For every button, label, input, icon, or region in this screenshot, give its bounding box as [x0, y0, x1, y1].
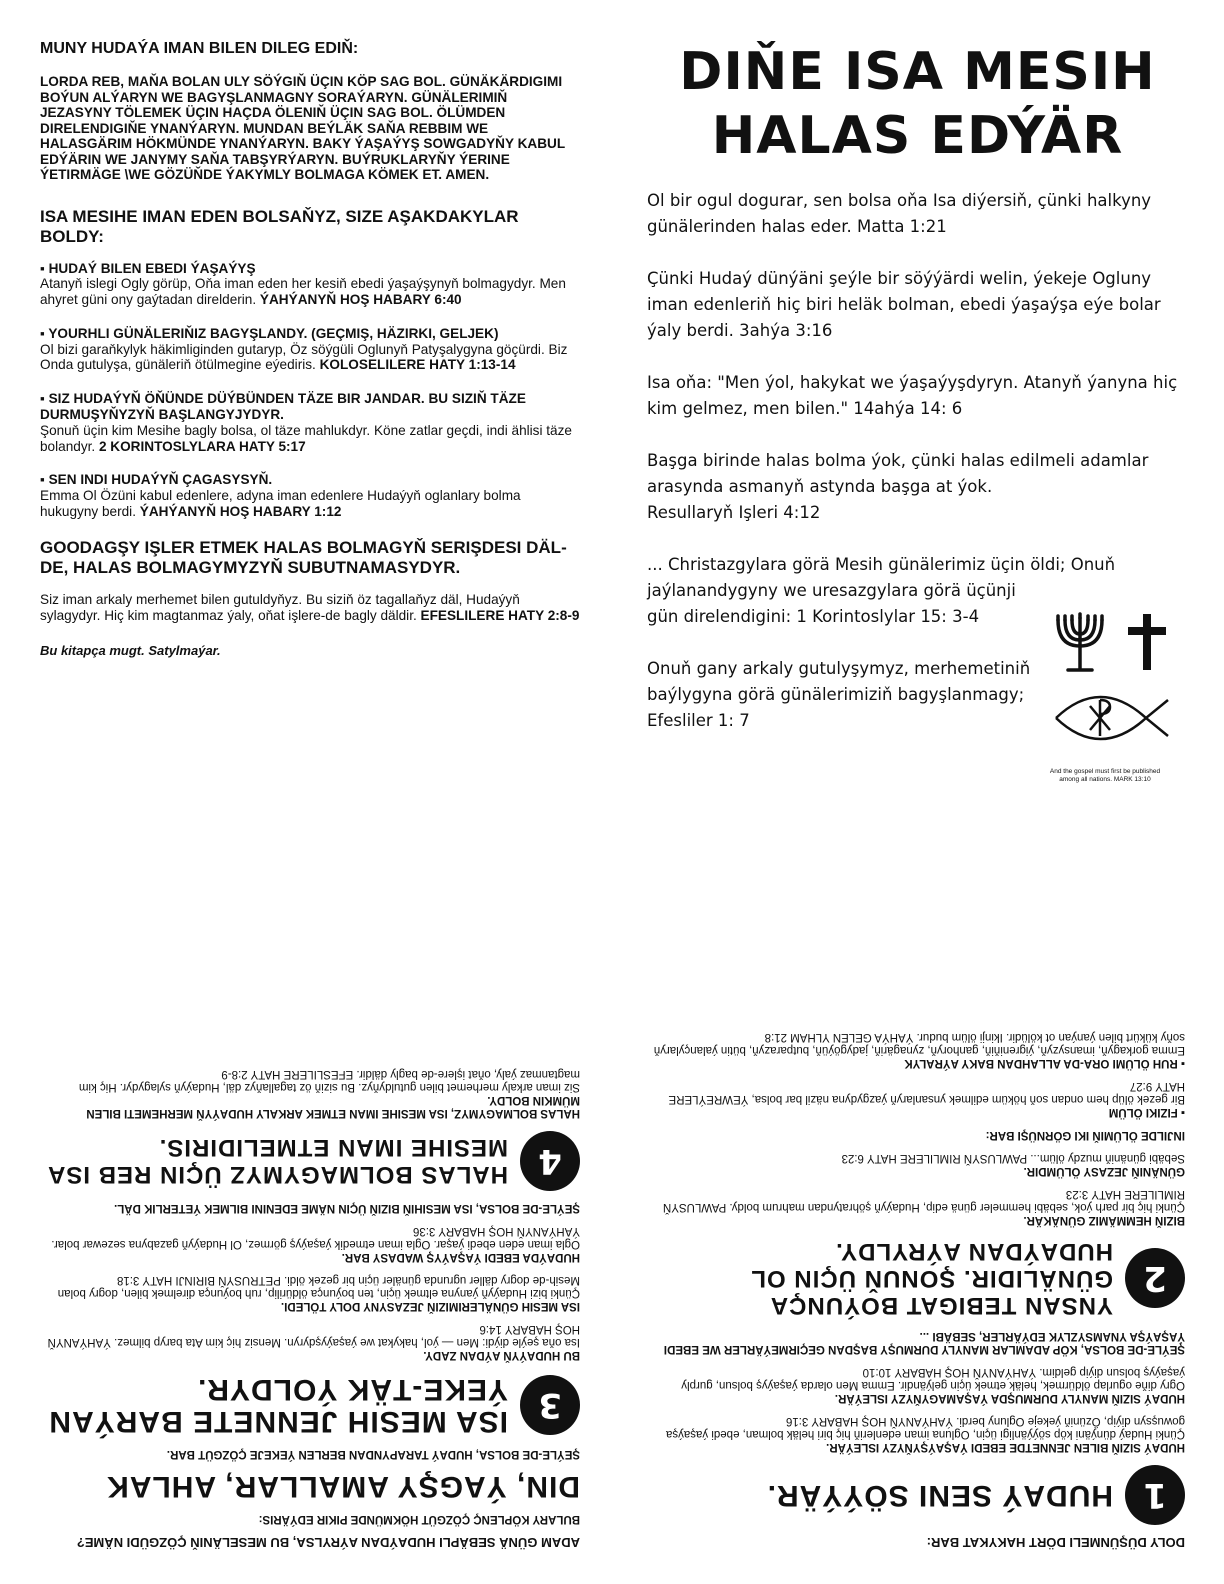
title-line: HALAS EDÝÄR [711, 106, 1124, 166]
truth-title: HUDAÝ SENI SÖÝÝÄR. [766, 1479, 1113, 1512]
title-line: DIŇE ISA MESIH [679, 42, 1156, 102]
benefit-item [40, 326, 580, 373]
prayer-heading: MUNY HUDAÝA IMAN BILEN DILEG EDIŇ: [40, 40, 359, 57]
number-badge: 2 [1125, 1249, 1185, 1309]
verse: ... Christazgylara görä Mesih günälerimiz üçin öldi; Onuň jaýlanandygyny we uresazgylara görä üçünji gün direlendigini: 1 Korintoslylar 15: 3-4 [647, 555, 1116, 626]
verse: Onuň gany arkaly gutulyşymyz, merhemetiniň baýlygyna görä günälerimiziň bagyşlanmagy; Efesliler 1: 7 [647, 659, 1031, 730]
benefits-heading: ISA MESIHE IMAN EDEN BOLSAŇYZ, SIZE AŞAKDAKYLAR BOLDY: [40, 206, 519, 246]
truth-text [645, 1151, 1185, 1177]
benefit-heading: ▪ SIZ HUDAÝYŇ ÖŇÜNDE DÜÝBÜNDEN TÄZE BIR JANDAR. BU SIZIŇ TÄZE DURMUŞYŇYZYŇ BAŞLANGYJYDYR. [40, 391, 526, 423]
works-text [40, 592, 580, 624]
truth-body: Sebäbi günäniň muzdy ölüm... PAWLUSYŇ RIMLILERE HATY 6:23 [841, 1152, 1185, 1164]
benefit-item [40, 472, 580, 519]
truth-3-heading [40, 1373, 580, 1437]
title-panel [645, 40, 1190, 800]
truths-intro: DOLY DÜŞÜNMELI DÖRT HAKYKAT BAR: [926, 1535, 1185, 1550]
benefit-ref: ÝAHÝANYŇ HOŞ HABARY 1:12 [139, 504, 342, 520]
verse: Isa oňa: "Men ýol, hakykat we ýaşaýyşdyryn. Atanyň ýanyna hiç kim gelmez, men bilen." 14ahýa 14: 6 [647, 373, 1178, 418]
solution-question: ADAM GÜNÄ SEBÄPLI HUDAÝDAN AÝRYLSA, BU MESELÄNIŇ ÇÖZGÜDI NÄME? [76, 1535, 580, 1550]
truth-1-heading [645, 1465, 1185, 1525]
truth-text [645, 1365, 1185, 1404]
truth-title: YNSAN TEBIGAT BOÝUNÇA GÜNÄLIDIR. ŞONUŇ ÜÇIN OL HUDAÝDAN AÝRYLDY. [750, 1238, 1113, 1319]
truth-subhead: ŞEÝLE-DE BOLSA, ISA MESIHIŇ BIZIŇ ÜÇIN NÄME EDENINI BILMEK ÝETERLIK DÄL. [114, 1202, 580, 1214]
truth-body: Çünki hiç bir parh ýok, sebäbi hemmeler günä edip, Hudaýyň şöhratyndan mahrum boldy. PAWLUSYŇ RIMLILERE HATY 3:23 [662, 1188, 1185, 1213]
truths-panel-1-2 [645, 845, 1185, 1550]
truth-title: ISA MESIH JENNETE BARÝAN ÝEKE-TÄK ÝOLDYR. [48, 1373, 508, 1438]
truth-body: Bir gezek ölüp hem ondan soň höküm edilmek ynsanlaryň ýazgydyna näzil bar bolsa, ÝEWREÝLERE HATY 9:27 [668, 1080, 1185, 1105]
prayer-panel [40, 40, 580, 800]
truth-4-heading [40, 1131, 580, 1191]
truth-text [645, 1128, 1185, 1141]
truth-body: Çünki bizi Hudaýyň ýanyna eltmek üçin, ten boýunça öldürilip, ruh boýunça direlmek bilen, dogry bolan Mesih-de dogry däller ugrunda günäler üçin bir gezek öldi. PETRUSYŇ BIRINJI HATY 3:18 [57, 1274, 580, 1299]
truth-subhead: HUDAÝ SIZIŇ MANYLY DURMUŞDA ÝAŞAMAGYŇYZY ISLEÝÄR. [834, 1392, 1185, 1404]
number-badge: 3 [520, 1375, 580, 1435]
truth-subhead: INJILDE ÖLÜMIŇ IKI GÖRNÜŞI BAR: [985, 1129, 1185, 1141]
truth-body: Çünki Hudaý dünýäni köp söýýänligi üçin, Ogluna iman edenleriň hiç biri heläk bolman, ebedi ýaşaýşa gowuşsyn diýip, Özüniň ýekeje Ogluny berdi. ÝAHÝANYŇ HOŞ HABARY 3:16 [665, 1415, 1185, 1440]
benefit-item [40, 391, 580, 454]
verse: Çünki Hudaý dünýäni şeýle bir söýýärdi welin, ýekeje Ogluny iman edenleriň hiç biri heläk bolman, ebedi ýaşaýşa eýe bolar ýaly berdi. 3ahýa 3:16 [647, 269, 1161, 340]
lead-in [40, 1512, 580, 1525]
benefit-item [40, 261, 580, 308]
truth-subhead: GÜNÄNIŇ JEZASY ÖLÜMDIR. [1023, 1165, 1185, 1177]
truth-text [645, 1030, 1185, 1069]
myths-title: DIN, ÝAGŞY AMALLAR, AHLAK [106, 1470, 580, 1503]
truth-title: HALAS BOLMAGYMYZ ÜÇIN REB ISA MESIHE IMAN ETMELIDIRIS. [47, 1134, 508, 1188]
benefit-text: Ol bizi garaňkylyk häkimliginden gutaryp, Öz söýgüli Oglunyň Patyşalygyna göçürdi. Biz Onda gutulyşa, günäleriň ötülmegine eýediris. [40, 341, 568, 373]
truth-body: Isa oňa şeýle diýdi: Men — ýol, hakykat we ýaşaýyşdyryn. Mensiz hiç kim Ata baryp bilmez. ÝAHÝANYŇ HOŞ HABARY 14:6 [47, 1323, 580, 1348]
truth-text [40, 1067, 580, 1119]
benefit-heading: ▪ SEN INDI HUDAÝYŇ ÇAGASYSYŇ. [40, 472, 273, 488]
truth-body: Ogla iman eden ebedi ýaşar. Ogla iman etmedik ýaşaýyş görmez, Ol Hudaýyň gazabyna sezewar bolar. ÝAHÝANYŇ HOŞ HABARY 3:36 [51, 1225, 580, 1250]
verse: Ol bir ogul dogurar, sen bolsa oňa Isa diýersiň, çünki halkyny günälerinden halas eder. Matta 1:21 [647, 191, 1152, 236]
benefit-ref: 2 KORINTOSLYLARA HATY 5:17 [98, 438, 306, 454]
lead-in-text: BULARY KÖPLENÇ ÇÖZGÜT HÖKMÜNDE PIKIR EDÝÄRIS: [258, 1513, 580, 1525]
prayer-text: LORDA REB, MAŇA BOLAN ULY SÖÝGIŇ ÜÇIN KÖP SAG BOL. GÜNÄKÄRDIGIMI BOÝUN ALÝARYN WE BAGYŞLANMAGNY SORAÝARYN. GÜNÄLERIMIŇ JEZASYNY TÖLEMEK ÜÇIN HAÇDA ÖLENIŇ ÜÇIN SAG BOL. ÖLÜMDEN DIRELENDIGIŇE YNANÝARYN. MUNDAN BEÝLÄK SAŇA REBBIM WE HALASGÄRIM HÖKMÜNDE YNANÝARYN. BAKY ÝAŞAÝYŞ SOWGADYŇY KABUL EDÝÄRIN WE JANYMY SAŇA TABŞYRÝARYN. BUÝRUKLARYŇY ÝERINE ÝETIRMÄGE \WE GÖZÜŇDE ÝAKYMLY BOLMAGA KÖMEK ET. AMEN. [40, 74, 565, 182]
truth-text [40, 1322, 580, 1361]
works-heading: GOODAGŞY IŞLER ETMEK HALAS BOLMAGYŇ SERIŞDESI DÄL-DE, HALAS BOLMAGYMYZYŇ SUBUTNAMASYDYR. [40, 537, 567, 577]
truth-subhead: ŞEÝLE-DE BOLSA, KÖP ADAMLAR MANYLY DURMUŞY BAŞDAN GEÇIRMEÝÄRLER WE EBEDI ÝAŞAÝŞA YNAMSYZLYK EDÝÄRLER, SEBÄBI ... [663, 1330, 1185, 1355]
truth-body: Ogry diňe ogurlap öldürmek, heläk etmek üçin gelýändir. Emma Men olarda ýaşaýyş bolsun, gurply ýaşaýyş bolsun diýip geldim. ÝAHÝANYŇ HOŞ HABARY 10:10 [681, 1366, 1185, 1391]
page-title [645, 40, 1190, 168]
works-body: Siz iman arkaly merhemet bilen gutuldyňyz. Bu siziň öz tagallaňyz däl, Hudaýyň sylagydyr. Hiç kim magtanmaz ýaly, oňat işlere-de bagly däldir. [40, 591, 520, 623]
truth-subhead: HUDAÝDA EBEDI ÝAŞAÝYŞ WADASY BAR. [341, 1251, 580, 1263]
truth-text [645, 1187, 1185, 1226]
myths-note [40, 1447, 580, 1460]
ichthys-chi-rho-icon [1056, 697, 1168, 739]
benefit-ref: KOLOSELILERE HATY 1:13-14 [319, 357, 516, 373]
benefit-text: Şonuň üçin kim Mesihe bagly bolsa, ol täze mahlukdyr. Köne zatlar geçdi, indi ählisi täze bolandyr. [40, 422, 572, 454]
truth-subhead: BU HUDAÝYŇ AÝDAN ZADY. [423, 1349, 580, 1361]
truth-subhead: BIZIŇ HEMMÄMIZ GÜNÄKÄR. [1023, 1214, 1185, 1226]
truth-text [40, 1224, 580, 1263]
truth-text [645, 1079, 1185, 1118]
menorah-icon [1058, 614, 1102, 670]
faith-symbols [1050, 610, 1180, 780]
truth-text [645, 1414, 1185, 1453]
truth-body: Siz iman arkaly merhemet bilen gutuldyňyz. Bu siziň öz tagallaňyz däl, Hudaýyň sylagydyr. Hiç kim magtanmaz ýaly, oňat işlere-de bagly däldir. EFESLILERE HATY 2:8-9 [78, 1068, 580, 1093]
truth-subhead: HALAS BOLMAGYMYZ, ISA MESIHE IMAN ETMEK ARKALY HUDAÝYŇ MERHEMETI BILEN MÜMKIN BOLDY. [86, 1094, 580, 1119]
cross-icon [1128, 614, 1166, 670]
benefit-text: Emma Ol Özüni kabul edenlere, adyna iman edenlere Hudaýyň oglanlary bolma hukugyny berdi. [40, 488, 521, 520]
truth-2-heading [645, 1238, 1185, 1319]
benefit-text: Atanyň islegi Ogly görüp, Oňa iman eden her kesiň ebedi ýaşaýşynyň bolmagydyr. Men ahyret güni ony gaýtadan direlderin. [40, 276, 566, 308]
works-ref: EFESLILERE HATY 2:8-9 [420, 607, 580, 623]
truth-subhead: ▪ FIZIKI ÖLÜM [1108, 1106, 1185, 1118]
truth-body: Emma gorkagyň, imansyzyň, ýigreniňiň, ganhoryň, zynagäriň, jadygöýüň, butparazyň, bütin ýalançylaryň soňy kükürt bilen ýanýan ot kölüdir. Ikinji ölüm budur. ÝAHÝA GELEN YLHAM 21:8 [653, 1031, 1185, 1056]
benefit-heading: ▪ YOURHLI GÜNÄLERIŇIZ BAGYŞLANDY. (GEÇMIŞ, HÄZIRKI, GELJEK) [40, 325, 499, 341]
truth-text [40, 1273, 580, 1312]
number-badge: 1 [1125, 1465, 1185, 1525]
truths-panel-3-4 [40, 845, 580, 1550]
truth-text [645, 1329, 1185, 1355]
free-note: Bu kitapça mugt. Satylmaýar. [40, 643, 221, 659]
verse: Başga birinde halas bolma ýok, çünki halas edilmeli adamlar arasynda asmanyň astynda başga at ýok. Resullaryň Işleri 4:12 [647, 451, 1149, 522]
truth-subhead: ▪ RUH ÖLÜMI ORA-DA ALLAHDAN BAKY AÝRALYK [904, 1057, 1185, 1069]
truth-subhead: HUDAÝ SIZIŇ BILEN JENNETDE EBEDI ÝAŞAÝŞYŇYZY ISLEÝÄR. [826, 1441, 1185, 1453]
myths-note-text: ŞEÝLE-DE BOLSA, HUDAÝ TARAPYNDAN BERLEN ÝEKEJE ÇÖZGÜT BAR. [166, 1448, 580, 1460]
benefit-heading: ▪ HUDAÝ BILEN EBEDI ÝAŞAÝYŞ [40, 260, 256, 276]
symbol-caption: And the gospel must first be published among all nations. MARK 13:10 [1049, 768, 1161, 783]
truth-subhead: ISA MESIH GÜNÄLERIMIZIŇ JEZASYNY DOLY TÖLEDI. [280, 1300, 580, 1312]
number-badge: 4 [520, 1131, 580, 1191]
benefit-ref: ÝAHÝANYŇ HOŞ HABARY 6:40 [259, 292, 462, 308]
truth-text [40, 1201, 580, 1214]
